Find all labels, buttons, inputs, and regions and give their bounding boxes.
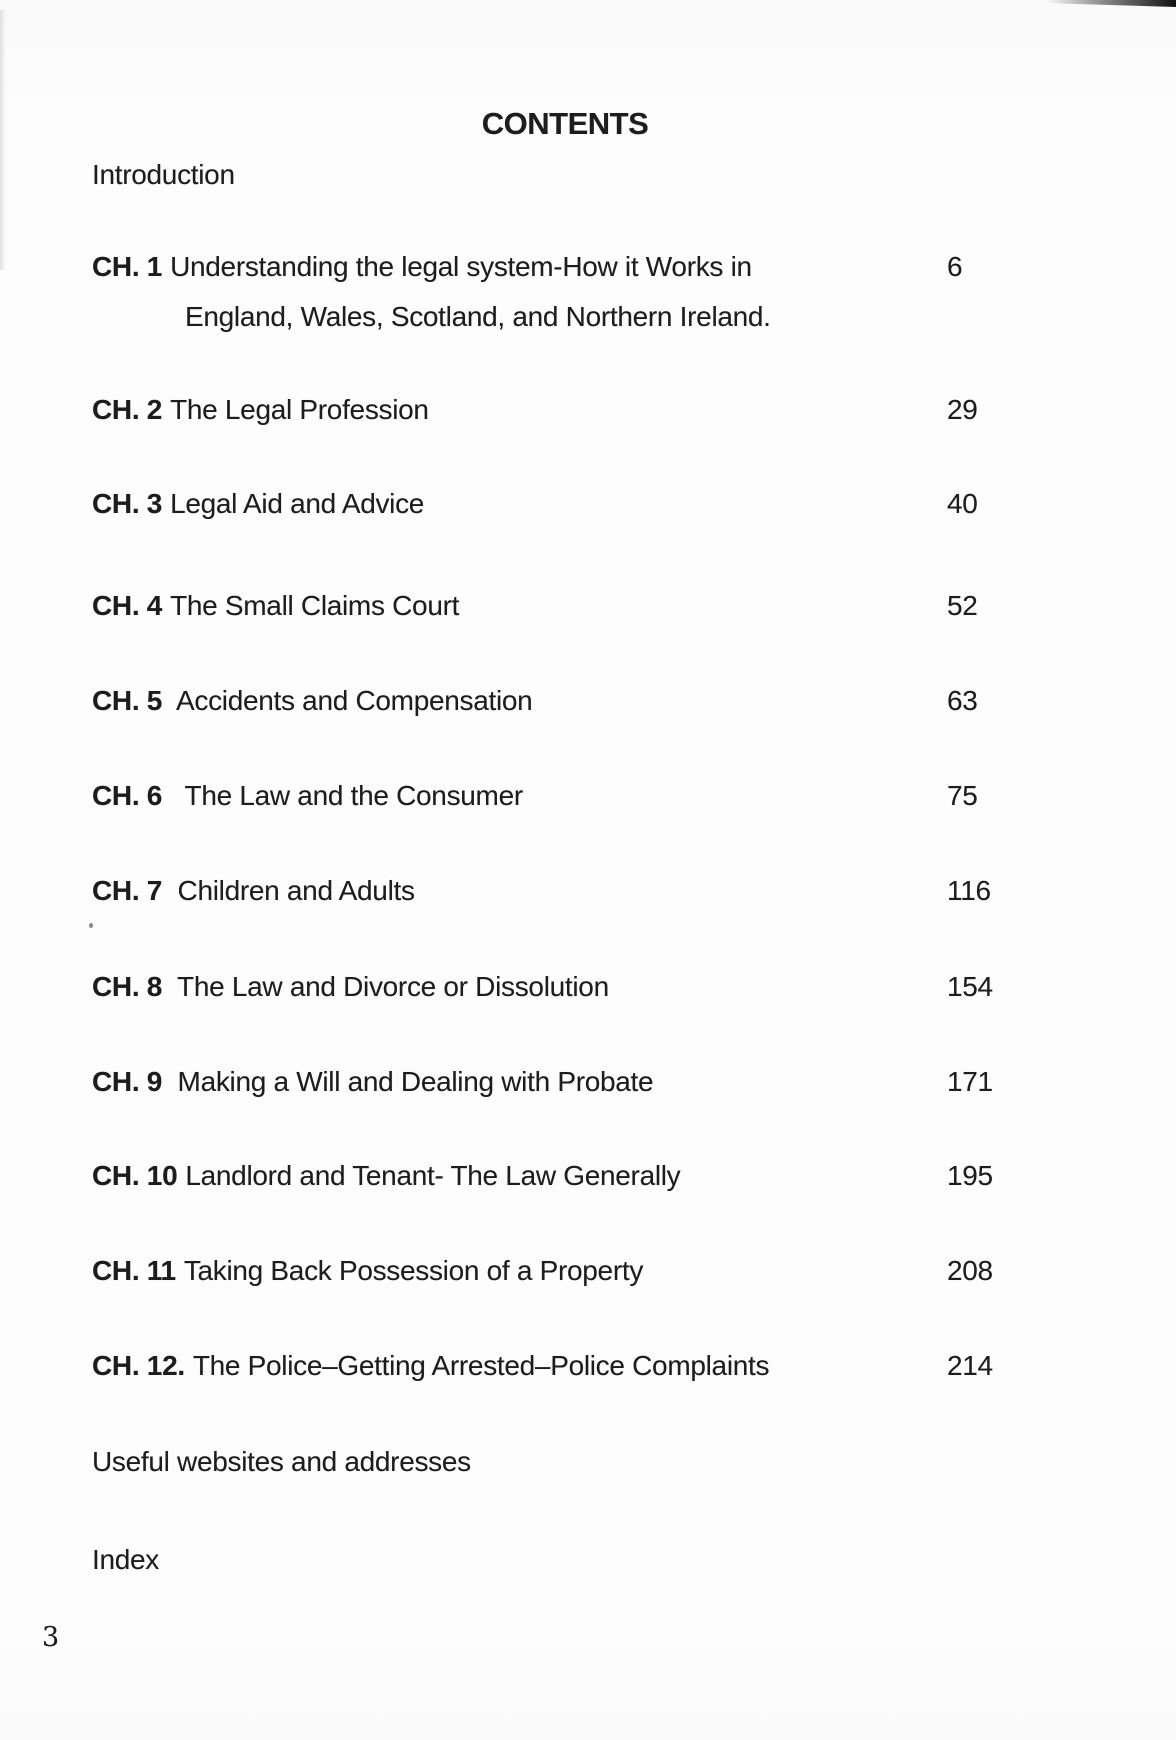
chapter-title: The Police–Getting Arrested–Police Complaints bbox=[192, 1350, 770, 1381]
chapter-title: Making a Will and Dealing with Probate bbox=[170, 1066, 654, 1097]
chapter-number: CH. 4 bbox=[92, 590, 163, 621]
toc-entry-text bbox=[92, 1349, 769, 1383]
chapter-title: Landlord and Tenant- The Law Generally bbox=[185, 1160, 681, 1191]
toc-entry-ch11 bbox=[0, 1254, 1176, 1288]
page-number: 116 bbox=[947, 875, 991, 906]
toc-entry-text bbox=[92, 874, 415, 908]
scan-shadow-artifact bbox=[1046, 0, 1176, 7]
toc-entry-text bbox=[92, 250, 752, 284]
page-number: 208 bbox=[947, 1255, 993, 1286]
chapter-number: CH. 5 bbox=[92, 685, 163, 716]
toc-entry-text bbox=[92, 589, 459, 623]
scan-edge-artifact bbox=[0, 10, 6, 270]
page-title: CONTENTS bbox=[481, 106, 649, 141]
chapter-title: The Legal Profession bbox=[170, 394, 429, 425]
toc-entry-text bbox=[92, 779, 523, 813]
chapter-title: Accidents and Compensation bbox=[170, 685, 533, 716]
page-number: 214 bbox=[947, 1350, 993, 1381]
toc-entry-text bbox=[92, 393, 429, 427]
toc-entry-text bbox=[92, 684, 532, 718]
scan-speck-artifact bbox=[89, 923, 93, 928]
chapter-number: CH. 3 bbox=[92, 488, 163, 519]
page-number: 52 bbox=[947, 590, 978, 621]
page-number: 29 bbox=[947, 394, 978, 425]
toc-entry-introduction: Introduction bbox=[92, 159, 235, 190]
toc-entry-ch3 bbox=[0, 487, 1176, 521]
folio-page-number: 3 bbox=[42, 1622, 60, 1653]
back-matter-index: Index bbox=[92, 1544, 159, 1575]
back-matter-useful-websites: Useful websites and addresses bbox=[92, 1446, 471, 1477]
chapter-number: CH. 12. bbox=[92, 1350, 185, 1381]
chapter-title: Legal Aid and Advice bbox=[170, 488, 425, 519]
toc-entry-text bbox=[92, 1254, 643, 1288]
toc-entry-ch10 bbox=[0, 1159, 1176, 1193]
toc-entry-ch4 bbox=[0, 589, 1176, 623]
page-number: 171 bbox=[947, 1066, 993, 1097]
toc-entry-ch2 bbox=[0, 393, 1176, 427]
chapter-number: CH. 6 bbox=[92, 780, 163, 811]
chapter-title-continuation: England, Wales, Scotland, and Northern Ireland. bbox=[185, 301, 771, 332]
page-number: 40 bbox=[947, 488, 978, 519]
toc-entry-text bbox=[92, 1065, 653, 1099]
toc-entry-ch6 bbox=[0, 779, 1176, 813]
chapter-number: CH. 9 bbox=[92, 1066, 163, 1097]
chapter-number: CH. 7 bbox=[92, 875, 163, 906]
chapter-number: CH. 1 bbox=[92, 251, 163, 282]
chapter-number: CH. 2 bbox=[92, 394, 163, 425]
chapter-title: Understanding the legal system-How it Works in bbox=[170, 251, 752, 282]
chapter-title: Taking Back Possession of a Property bbox=[183, 1255, 644, 1286]
toc-entry-ch1 bbox=[0, 250, 1176, 284]
page-number: 63 bbox=[947, 685, 978, 716]
chapter-title: The Small Claims Court bbox=[170, 590, 460, 621]
toc-entry-ch9 bbox=[0, 1065, 1176, 1099]
chapter-number: CH. 8 bbox=[92, 971, 163, 1002]
chapter-title: The Law and the Consumer bbox=[170, 780, 523, 811]
toc-entry-ch8 bbox=[0, 970, 1176, 1004]
toc-entry-ch12 bbox=[0, 1349, 1176, 1383]
chapter-title: The Law and Divorce or Dissolution bbox=[170, 971, 609, 1002]
toc-entry-ch5 bbox=[0, 684, 1176, 718]
chapter-number: CH. 10 bbox=[92, 1160, 178, 1191]
page-number: 75 bbox=[947, 780, 978, 811]
toc-entry-text bbox=[92, 1159, 680, 1193]
page-number: 154 bbox=[947, 971, 993, 1002]
toc-entry-ch7 bbox=[0, 874, 1176, 908]
chapter-title: Children and Adults bbox=[170, 875, 415, 906]
page-number: 6 bbox=[947, 251, 963, 282]
toc-entry-text bbox=[92, 970, 609, 1004]
page-number: 195 bbox=[947, 1160, 993, 1191]
toc-entry-text bbox=[92, 487, 424, 521]
chapter-number: CH. 11 bbox=[92, 1255, 176, 1286]
